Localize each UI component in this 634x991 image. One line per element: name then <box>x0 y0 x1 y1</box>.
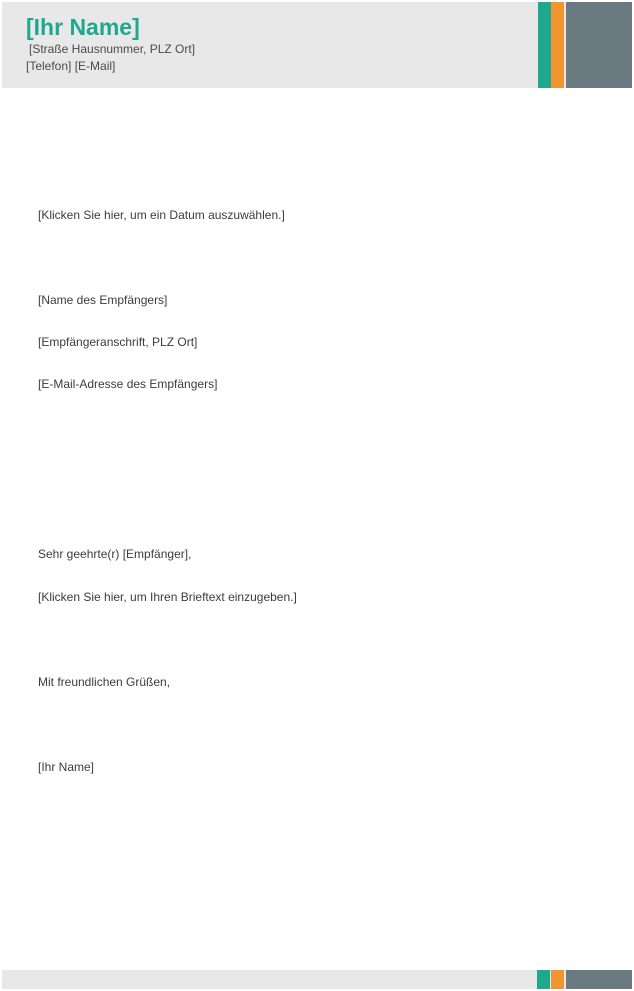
footer-accent-stripe-orange <box>551 970 564 989</box>
footer-accent-stripe-teal <box>537 970 550 989</box>
header-accent-block-slate <box>566 2 632 88</box>
sender-contact[interactable]: [Telefon] [E-Mail] <box>26 59 116 73</box>
recipient-name[interactable]: [Name des Empfängers] <box>38 293 168 307</box>
sender-name[interactable]: [Ihr Name] <box>26 14 140 40</box>
recipient-email[interactable]: [E-Mail-Adresse des Empfängers] <box>38 377 218 391</box>
header-accent-stripe-teal <box>538 2 551 88</box>
signature-name[interactable]: [Ihr Name] <box>38 760 95 774</box>
recipient-address[interactable]: [Empfängeranschrift, PLZ Ort] <box>38 335 198 349</box>
letter-body[interactable]: [Klicken Sie hier, um Ihren Brieftext einzugeben.] <box>38 590 297 604</box>
closing[interactable]: Mit freundlichen Grüßen, <box>38 675 171 689</box>
date-field[interactable]: [Klicken Sie hier, um ein Datum auszuwählen.] <box>38 208 285 222</box>
sender-address[interactable]: [Straße Hausnummer, PLZ Ort] <box>29 42 196 56</box>
salutation[interactable]: Sehr geehrte(r) [Empfänger], <box>38 547 192 561</box>
footer-accent-block-slate <box>566 970 632 989</box>
header-accent-stripe-orange <box>551 2 564 88</box>
